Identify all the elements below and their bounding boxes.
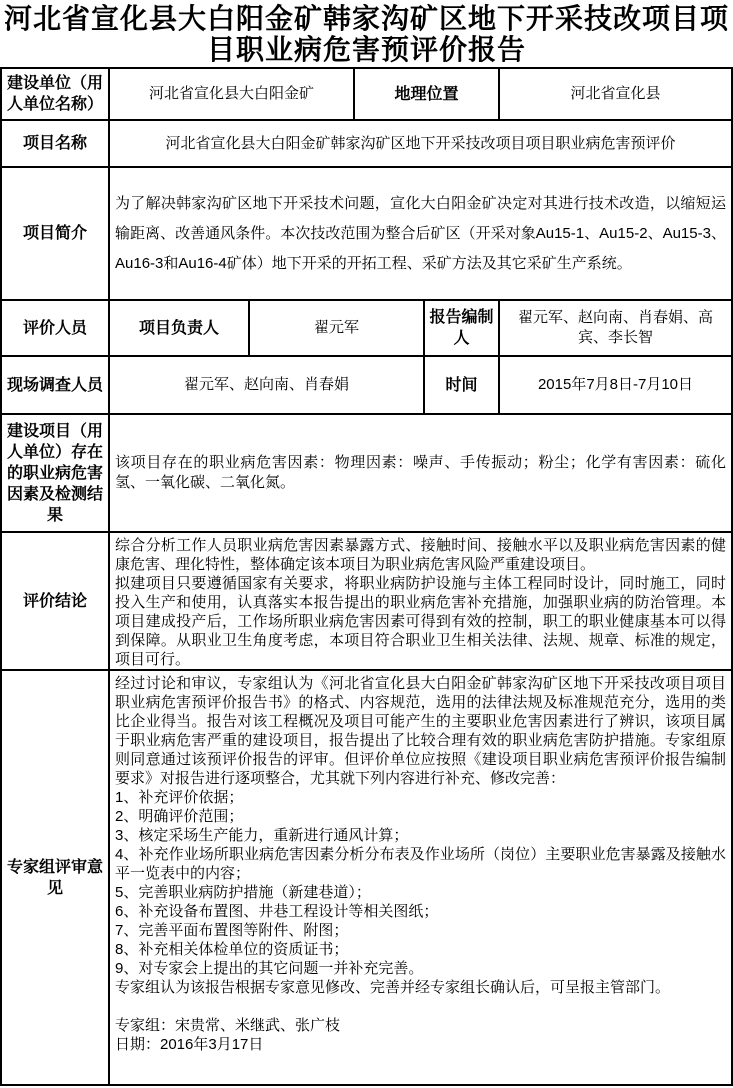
conclusion-label: 评价结论 xyxy=(2,533,110,669)
construction-unit-label: 建设单位（用人单位名称） xyxy=(2,69,110,119)
report-table xyxy=(0,67,733,1086)
survey-personnel-label: 现场调查人员 xyxy=(2,357,110,413)
table-row-expert-review xyxy=(2,671,731,1084)
expert-review-item: 1、补充评价依据； xyxy=(115,789,244,806)
expert-group-names: 专家组：宋贵常、米继武、张广枝 xyxy=(115,1017,341,1034)
project-name-value: 河北省宣化县大白阳金矿韩家沟矿区地下开采技改项目项目职业病危害预评价 xyxy=(165,134,676,152)
project-intro-label: 项目简介 xyxy=(2,168,110,299)
construction-unit-value: 河北省宣化县大白阳金矿 xyxy=(110,69,355,119)
expert-review-item: 7、完善平面布置图等附件、附图； xyxy=(115,922,349,939)
expert-review-item: 5、完善职业病防护措施（新建巷道）； xyxy=(115,884,371,901)
conclusion-paragraph-1: 综合分析工作人员职业病危害因素暴露方式、接触时间、接触水平以及职业病危害因素的健康危害、理化特性，整体确定该本项目为职业病危害风险严重建设项目。 xyxy=(115,537,726,573)
conclusion-cell xyxy=(110,533,731,669)
project-leader-label: 项目负责人 xyxy=(110,301,250,355)
expert-review-item: 3、核定采场生产能力，重新进行通风计算； xyxy=(115,827,409,844)
expert-review-item: 2、明确评价范围； xyxy=(115,808,244,825)
expert-review-conclusion: 专家组认为该报告根据专家意见修改、完善并经专家组长确认后，可呈报主管部门。 xyxy=(115,979,671,996)
project-intro-cell xyxy=(110,168,731,299)
table-row-survey xyxy=(2,357,731,415)
geographic-location-label: 地理位置 xyxy=(355,69,500,119)
geographic-location-value: 河北省宣化县 xyxy=(570,85,661,102)
project-name-label: 项目名称 xyxy=(2,121,110,166)
table-row-project-intro xyxy=(2,168,731,301)
hazard-factors-cell xyxy=(110,415,731,531)
table-row-project-name xyxy=(2,121,731,168)
expert-review-label: 专家组评审意见 xyxy=(2,671,110,1084)
blank-line xyxy=(115,997,726,1016)
conclusion-paragraph-2: 拟建项目只要遵循国家有关要求，将职业病防护设施与主体工程同时设计，同时施工，同时投入生产和使用，认真落实本报告提出的职业病危害补充措施，加强职业病的防治管理。本项目建成投产后，工作场所职业病危害因素可得到有效的控制，职工的职业健康基本可以得到保障。从职业卫生角度考虑，本项目符合职业卫生相关法律、法规、规章、标准的规定，项目可行。 xyxy=(115,575,726,668)
survey-time-value: 2015年7月8日-7月10日 xyxy=(537,376,694,393)
project-intro-text: 为了解决韩家沟矿区地下开采技术问题，宣化大白阳金矿决定对其进行技术改造，以缩短运输距离、改善通风条件。本次技改范围为整合后矿区（开采对象Au15-1、Au15-2、Au15-3、Au16-3和Au16-4矿体）地下开采的开拓工程、采矿方法及其它采矿生产系统。 xyxy=(115,194,726,272)
report-writers-value: 翟元军、赵向南、肖春娟、高宾、李长智 xyxy=(517,309,713,346)
evaluators-label: 评价人员 xyxy=(2,301,110,355)
report-writers-label: 报告编制人 xyxy=(425,301,500,355)
project-leader-value: 翟元军 xyxy=(250,301,425,355)
survey-personnel-value: 翟元军、赵向南、肖春娟 xyxy=(110,357,425,413)
review-date: 日期：2016年3月17日 xyxy=(115,1036,264,1053)
table-row-hazard-factors xyxy=(2,415,731,533)
hazard-factors-text: 该项目存在的职业病危害因素：物理因素：噪声、手传振动；粉尘；化学有害因素：硫化氢、一氧化碳、二氧化氮。 xyxy=(115,454,726,491)
expert-review-item: 9、对专家会上提出的其它问题一并补充完善。 xyxy=(115,960,424,977)
table-row-construction-unit xyxy=(2,69,731,121)
expert-review-item: 8、补充相关体检单位的资质证书； xyxy=(115,941,349,958)
expert-review-item: 6、补充设备布置图、井巷工程设计等相关图纸； xyxy=(115,903,439,920)
survey-time-label: 时间 xyxy=(425,357,500,413)
expert-review-cell xyxy=(110,671,731,1084)
expert-review-intro: 经过讨论和审议，专家组认为《河北省宣化县大白阳金矿韩家沟矿区地下开采技改项目项目职业病危害预评价报告书》的格式、内容规范，选用的法律法规及标准规范充分，选用的类比企业得当。报告对该工程概况及项目可能产生的主要职业危害因素进行了辨识，该项目属于职业病危害严重的建设项目，报告提出了比较合理有效的职业病危害防护措施。专家组原则同意通过该预评价报告的评审。但评价单位应按照《建设项目职业病危害预评价报告编制要求》对报告进行逐项整合，尤其就下列内容进行补充、修改完善： xyxy=(115,675,726,787)
hazard-factors-label: 建设项目（用人单位）存在的职业病危害因素及检测结果 xyxy=(2,415,110,531)
document-title: 河北省宣化县大白阳金矿韩家沟矿区地下开采技改项目项目职业病危害预评价报告 xyxy=(3,4,729,66)
table-row-evaluators xyxy=(2,301,731,357)
expert-review-item: 4、补充作业场所职业病危害因素分析分布表及作业场所（岗位）主要职业危害暴露及接触水平一览表中的内容； xyxy=(115,846,726,882)
table-row-conclusion xyxy=(2,533,731,671)
